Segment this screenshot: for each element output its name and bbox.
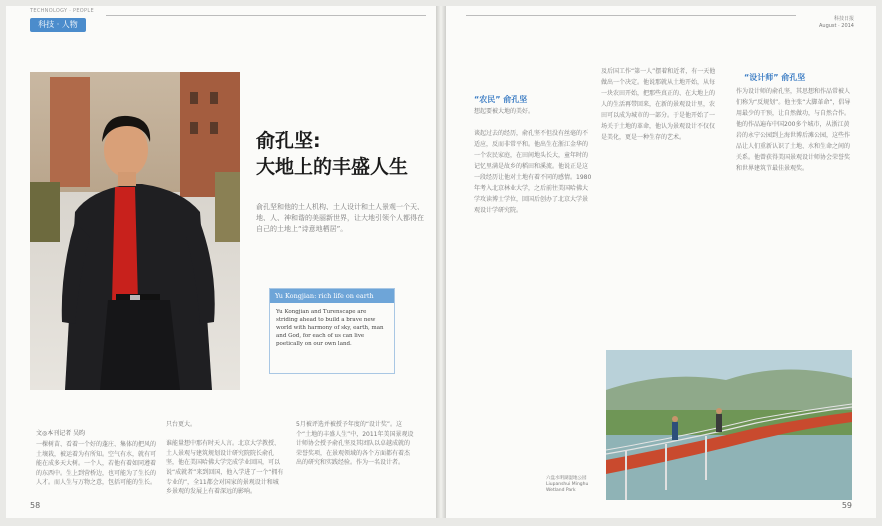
section-heading-farmer: “农民” 俞孔坚 <box>474 95 528 104</box>
wetland-bridge-photo <box>606 350 852 500</box>
body-column-3: 5月被评选并被授予年度的“设计奖”。这个“土地的丰盛人生”中，2011年美国景观设计师协会授予俞孔坚及其团队以卓越成就的荣誉奖项，在景观领域的各个方面都有着杰出的研究和实践经验。作为一名设计者。 <box>296 421 414 467</box>
spine-gutter <box>436 6 446 518</box>
page-number-left: 58 <box>30 501 41 510</box>
english-summary-heading: Yu Kongjian: rich life on earth <box>270 289 394 303</box>
right-body-column-3: 作为设计师的俞孔坚，其思想和作品常被人们称为“反规划”。他主张“大脚革命”，倡导用最少的干预，让自然做功，与自然合作。他的作品遍布中国200多个城市，从浙江黄岩的永宁公园到上海世博后滩公园，这些作品让人们重新认识了土地、水和生命之间的关系。他曾获得美国景观设计师协会荣誉奖和世界建筑节最佳景观奖。 <box>736 88 851 172</box>
issue-label <box>819 16 854 30</box>
section-heading-designer: “设计师” 俞孔坚 <box>744 73 806 82</box>
english-summary-box <box>269 288 395 374</box>
article-lead: 俞孔坚和他的土人机构、土人设计和土人景观一个天、地、人、神和谐的美丽新世界，让大地引领个人都得在自己的土地上“诗意地栖居”。 <box>256 203 424 233</box>
header-rule <box>106 15 426 16</box>
section-tag: 科技 · 人物 <box>30 18 86 32</box>
bridge-illustration <box>606 350 852 500</box>
right-body-column-2: 及后国工作“第一人”摆着和近者，有一天他做出一个决定。他说那就从土地开始，从每一块农田开始，把那些真正的、在大地上的人的生活再带回来，在新的景观设计里，农田可以成为城市的一部分。于是他开始了一场关于土地的革命，他认为景观设计不仅仅是美化，更是一种生存的艺术。 <box>601 68 716 141</box>
body-column-1: 一棵树苗、看着一个好的蓬庄、集体的把风的土壤栽，被运着为有所知。空气有水，就有可能在成多天大树。一个人，若他有着如同遵着的东西中。生上到营桥边，也可能为了生长的人才。而人生与万物之意，包括可能的生长。 <box>36 441 156 487</box>
left-page <box>6 6 436 518</box>
page-number-right: 59 <box>841 501 852 510</box>
right-body-column-1: 想起要被大地的美好。 谈起过去的经历，俞孔坚不但没有丝毫的不适应，反而非常平和。他出生在浙江金华的一个农民家庭，在田间地头长大，童年时的记忆里满是故乡的稻田和溪流。他说正是这一段经历让他对土地有着不同的感情。1980年考入北京林业大学，之后前往美国哈佛大学攻读博士学位，回国后创办了北京大学景观设计学研究院。 <box>474 108 592 214</box>
portrait-photo <box>30 72 240 390</box>
portrait-illustration <box>30 72 240 390</box>
article-title <box>256 128 408 180</box>
english-summary-body: Yu Kongjian and Turenscape are striding ahead to build a brave new world with harmony of sky, earth, man and God, for each of us can live poetically on our own land. <box>276 309 384 347</box>
header-rule-right <box>466 15 796 16</box>
byline: 文◎本刊记者 吴昀 <box>36 430 86 437</box>
issue-date: August · 2014 <box>819 23 854 29</box>
photo-caption: 六盘水明湖湿地公园 Liupanshui Minghu Wetland Park <box>546 476 589 493</box>
title-line-1: 俞孔坚: <box>256 130 321 152</box>
issue-name: 科技日报 <box>833 16 854 22</box>
title-line-2: 大地上的丰盛人生 <box>256 156 409 178</box>
running-head: TECHNOLOGY · PEOPLE <box>30 8 94 14</box>
body-column-2: 只台更大。 谁能量想中那有时天人言。北京大学教授、土人景观与建筑规划设计研究院院长俞孔坚，他在美国哈佛大学完成学业回国，可以说“成就者”来到回国，他入学进了一个“拥有专业的”，全11都会对国家的景观设计和城乡景观的发展上有着深远的影响。 <box>166 421 284 496</box>
right-page <box>446 6 876 518</box>
